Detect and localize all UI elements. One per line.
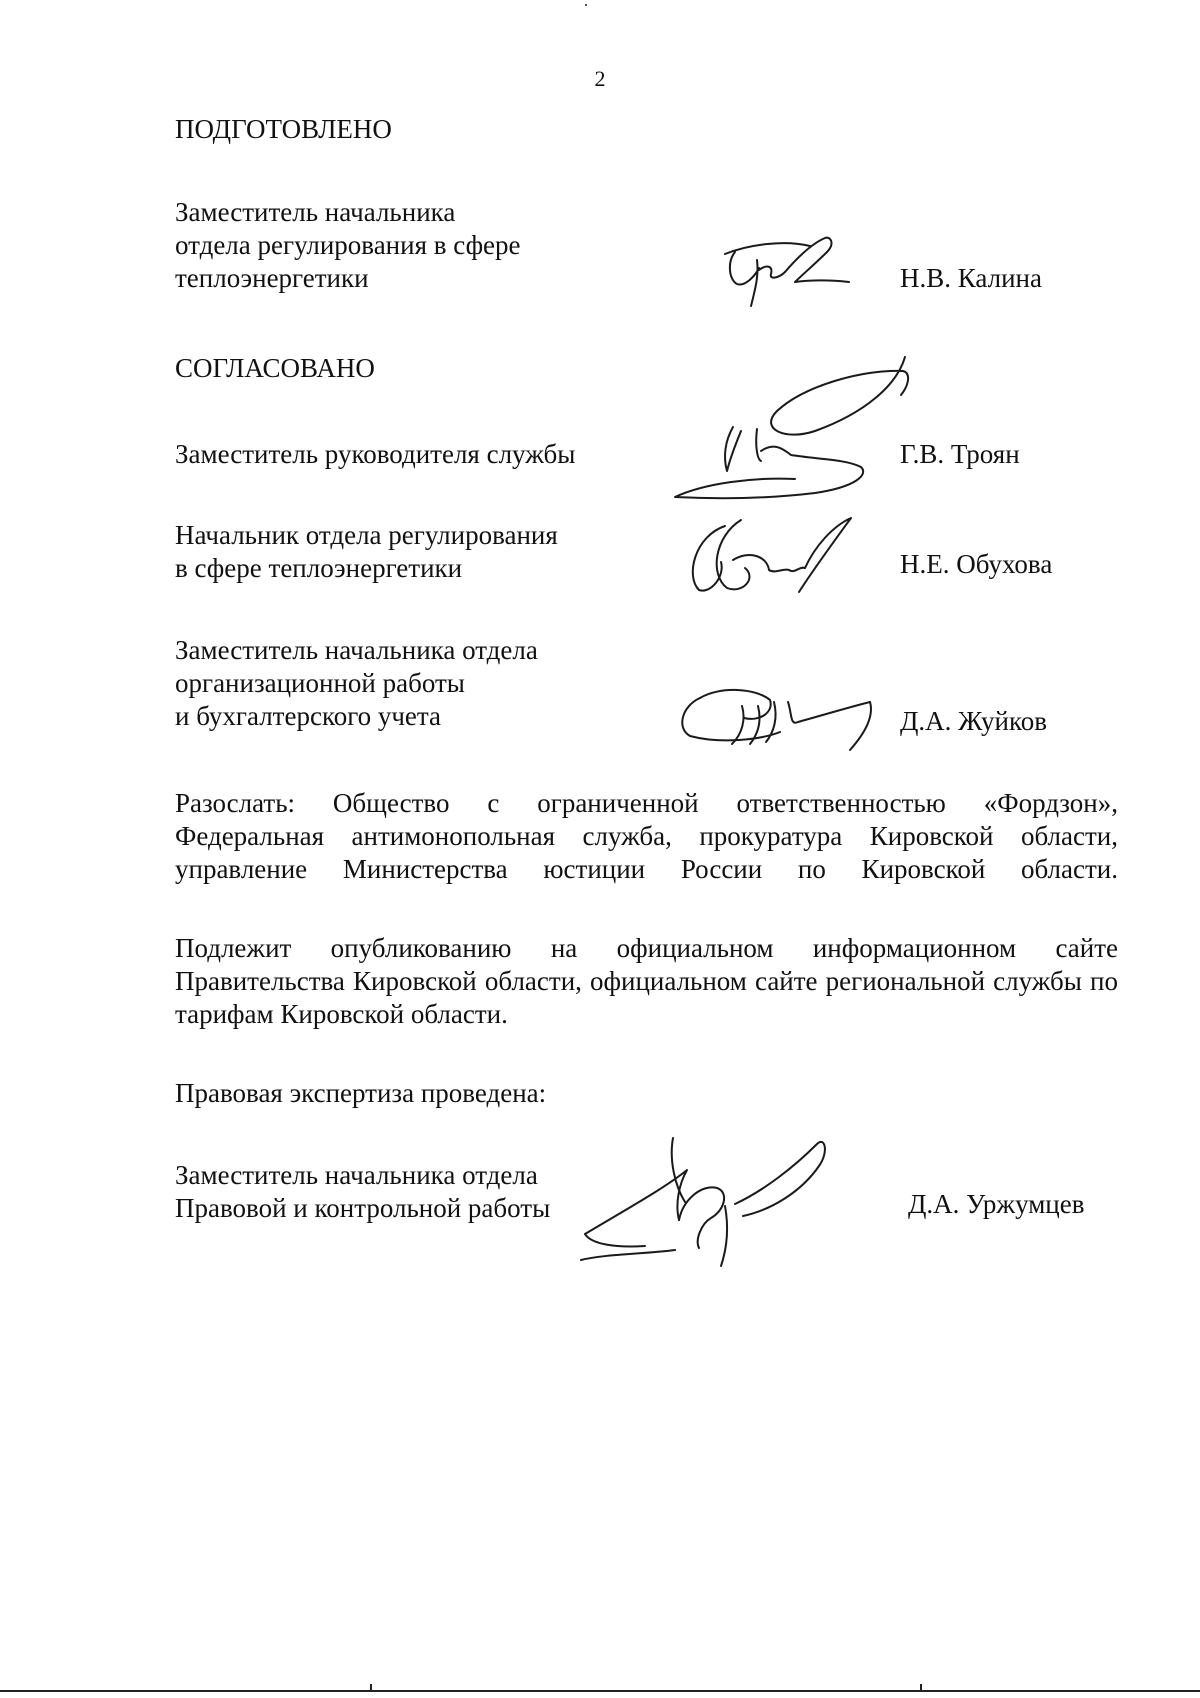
page-number: 2: [594, 66, 606, 91]
role-line: в сфере теплоэнергетики: [175, 553, 463, 583]
page-bottom-rule: [0, 1690, 1200, 1692]
agreed-role: [175, 634, 645, 733]
role-line: Заместитель руководителя службы: [175, 439, 576, 469]
role-line: Заместитель начальника отдела: [175, 1160, 538, 1190]
role-line: Правовой и контрольной работы: [175, 1193, 551, 1223]
legal-review-heading: Правовая экспертиза проведена:: [175, 1078, 547, 1108]
agreed-role: [175, 519, 645, 585]
agreed-heading: СОГЛАСОВАНО: [175, 353, 375, 383]
role-line: и бухгалтерского учета: [175, 701, 442, 731]
agreed-name-obukhova: Н.Е. Обухова: [900, 549, 1053, 579]
signature-zhuykov: [670, 672, 890, 752]
role-line: организационной работы: [175, 668, 465, 698]
agreed-role: [175, 438, 645, 471]
role-line: Заместитель начальника отдела: [175, 635, 538, 665]
signature-kalina: [715, 232, 865, 312]
signature-troyan: [665, 355, 915, 515]
role-line: Заместитель начальника: [175, 197, 456, 227]
legal-review-name: Д.А. Уржумцев: [908, 1189, 1085, 1219]
role-line: теплоэнергетики: [175, 263, 369, 293]
scan-mark: [585, 4, 587, 6]
signature-obukhova: [685, 516, 855, 596]
agreed-name-troyan: Г.В. Троян: [900, 439, 1020, 469]
agreed-name-zhuykov: Д.А. Жуйков: [900, 706, 1047, 736]
page-bottom-mark: [920, 1684, 922, 1692]
prepared-heading: ПОДГОТОВЛЕНО: [175, 114, 392, 144]
publication-paragraph: Подлежит опубликованию на официальном информационном сайте Правительства Кировской области, официальном сайте региональной службы по тарифам Кировской области.: [175, 933, 1118, 1029]
distribution-paragraph: Разослать: Общество с ограниченной ответственностью «Фордзон», Федеральная антимонопольная служба, прокуратура Кировской области, управление Министерства юстиции России по Кировской области.: [175, 788, 1118, 884]
page-bottom-mark: [370, 1684, 372, 1692]
signature-urzhumtsev: [575, 1130, 835, 1280]
prepared-name: Н.В. Калина: [900, 263, 1042, 293]
prepared-role: [175, 196, 645, 295]
role-line: отдела регулирования в сфере: [175, 230, 521, 260]
role-line: Начальник отдела регулирования: [175, 520, 558, 550]
